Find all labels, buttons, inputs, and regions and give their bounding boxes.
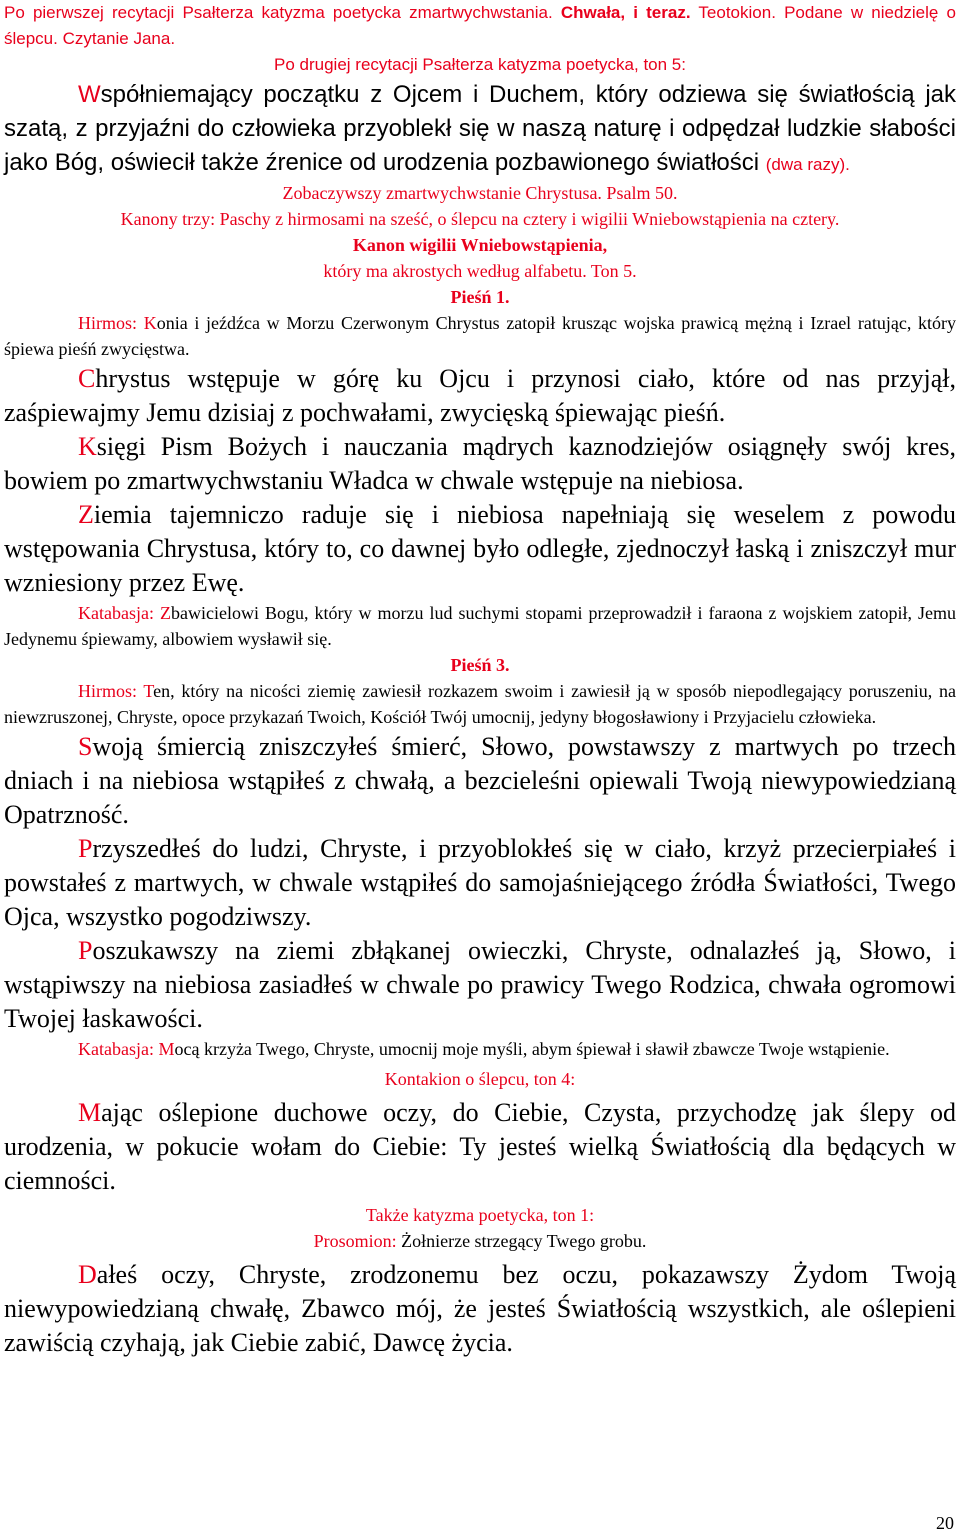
ode1-irmos bbox=[4, 310, 956, 362]
troparion-text: oszukawszy na ziemi zbłąkanej owieczki, Chryste, odnalazłeś ją, Słowo, i wstąpiwszy na niebiosa zasiadłeś w chwale po prawicy Twego Rodzica, chwała ogromowi Twojej łaskawości. bbox=[4, 936, 956, 1033]
rubric-text: Teotokion. Podane w niedzielę o ślepcu. Czytanie Jana. bbox=[4, 3, 956, 48]
ode3-katavasia bbox=[4, 1036, 956, 1062]
irmos-label: Hirmos: bbox=[78, 681, 144, 701]
body-text: ałeś oczy, Chryste, zrodzonemu bez oczu, pokazawszy Żydom Twoją niewypowiedzianą chwałę, Zbawco mój, że jesteś Światłością wszystkich, ale oślepieni zawiścią czyhają, jak Ciebie zabić, Dawcę życia. bbox=[4, 1260, 956, 1357]
initial-letter: P bbox=[78, 834, 93, 863]
body-text: spółniemający początku z Ojcem i Duchem, który odziewa się światłością jak szatą, z przyjaźni do człowieka przyoblekł się w naszą naturę i odpędzał ludzkie słabości jako Bóg, oświecił także źrenice od urodzenia pozbawionego światłości bbox=[4, 81, 956, 176]
initial-letter: D bbox=[78, 1260, 97, 1289]
rubric-psalm: Zobaczywszy zmartwychwstanie Chrystusa. Psalm 50. bbox=[282, 183, 678, 203]
kontakion-heading: Kontakion o ślepcu, ton 4: bbox=[384, 1069, 576, 1089]
katavasia-label: Katabasja: bbox=[78, 603, 160, 623]
katavasia-text: ocą krzyża Twego, Chryste, umocnij moje myśli, abym śpiewał i sławił zbawcze Twoje wstąpienie. bbox=[174, 1039, 890, 1059]
initial-letter: K bbox=[143, 313, 157, 333]
initial-letter: Z bbox=[78, 500, 94, 529]
initial-letter: W bbox=[78, 81, 101, 108]
ode3-troparion-3 bbox=[4, 934, 956, 1036]
sedalen2-text bbox=[4, 1258, 956, 1360]
canon-title: Kanon wigilii Wniebowstąpienia, bbox=[352, 235, 608, 255]
initial-letter: C bbox=[78, 364, 96, 393]
initial-letter: M bbox=[158, 1039, 175, 1059]
rubric-text: Po pierwszej recytacji Psałterza katyzma poetycka zmartwychwstania. bbox=[4, 3, 553, 22]
kontakion-text bbox=[4, 1096, 956, 1198]
prosomion-text: Żołnierze strzegący Twego grobu. bbox=[401, 1231, 647, 1251]
irmos-text: onia i jeźdźca w Morzu Czerwonym Chrystus zatopił krusząc wojska prawicą mężną i Izrael ratując, który śpiewa pieśń zwycięstwa. bbox=[4, 313, 956, 359]
ode1-troparion-1 bbox=[4, 362, 956, 430]
prosomion-label: Prosomion: bbox=[313, 1231, 402, 1251]
twice-note: (dwa razy). bbox=[765, 155, 850, 174]
troparion-text: hrystus wstępuje w górę ku Ojcu i przynosi ciało, które od nas przyjął, zaśpiewajmy Jemu dzisiaj z pochwałami, zwycięską śpiewając pieśń. bbox=[4, 364, 956, 427]
ode1-title: Pieśń 1. bbox=[450, 287, 510, 307]
canon-subtitle: który ma akrostych według alfabetu. Ton 5. bbox=[323, 261, 637, 281]
katavasia-label: Katabasja: bbox=[78, 1039, 159, 1059]
initial-letter: Z bbox=[159, 603, 171, 623]
page-number: 20 bbox=[936, 1513, 954, 1533]
ode3-title: Pieśń 3. bbox=[450, 655, 510, 675]
irmos-text: en, który na nicości ziemię zawiesił rozkazem swoim i zawiesił ją w sposób niepodlegający poruszeniu, na niewzruszonej, Chryste, opoce przykazań Twoich, Kościół Twój umocnij, jedyny błogosławiony i Przyjacielu człowieka. bbox=[4, 681, 956, 727]
prosomion bbox=[4, 1228, 956, 1254]
ode1-katavasia bbox=[4, 600, 956, 652]
ode3-irmos bbox=[4, 678, 956, 730]
katavasia-text: bawicielowi Bogu, który w morzu lud suchymi stopami przeprowadził i faraona z wojskiem zatopił, Jemu Jedynemu śpiewamy, albowiem wysławił się. bbox=[4, 603, 956, 649]
initial-letter: M bbox=[78, 1098, 102, 1127]
document-page bbox=[4, 0, 956, 1360]
troparion-text: woją śmiercią zniszczyłeś śmierć, Słowo, powstawszy z martwych po trzech dniach i na niebiosa wstąpiłeś z chwałą, a bezcieleśni opiewali Twoją niewypowiedzianą Opatrzność. bbox=[4, 732, 956, 829]
initial-letter: S bbox=[78, 732, 93, 761]
initial-letter: P bbox=[78, 936, 93, 965]
ode1-troparion-3 bbox=[4, 498, 956, 600]
body-text: ając oślepione duchowe oczy, do Ciebie, Czysta, przychodzę jak ślepy od urodzenia, w pokucie wołam do Ciebie: Ty jesteś wielką Światłością dla będących w ciemności. bbox=[4, 1098, 956, 1195]
troparion-text: iemia tajemniczo raduje się i niebiosa napełniają się weselem z powodu wstępowania Chrystusa, który to, co dawnej było odległe, zjednoczył łaską i zniszczył mur wzniesiony przez Ewę. bbox=[4, 500, 956, 597]
sedalen-heading: Po drugiej recytacji Psałterza katyzma poetycka, ton 5: bbox=[274, 55, 686, 74]
sedalen2-heading: Także katyzma poetycka, ton 1: bbox=[365, 1205, 595, 1225]
ode3-troparion-1 bbox=[4, 730, 956, 832]
troparion-text: sięgi Pism Bożych i nauczania mądrych kaznodziejów osiągnęły swój kres, bowiem po zmartwychwstaniu Władca w chwale wstępuje na niebiosa. bbox=[4, 432, 956, 495]
initial-letter: T bbox=[143, 681, 154, 701]
troparion-text: rzyszedłeś do ludzi, Chryste, i przyoblokłeś się w ciało, krzyż przecierpiałeś i powstałeś z martwych, w chwale wstąpiłeś do samojaśniejącego źródła Światłości, Twego Ojca, wszystko pogodziwszy. bbox=[4, 834, 956, 931]
sedalen-text bbox=[4, 78, 956, 180]
rubric-canons: Kanony trzy: Paschy z hirmosami na sześć, o ślepcu na cztery i wigilii Wniebowstąpienia na cztery. bbox=[120, 209, 840, 229]
ode1-troparion-2 bbox=[4, 430, 956, 498]
irmos-label: Hirmos: bbox=[78, 313, 144, 333]
opening-rubric bbox=[4, 0, 956, 52]
ode3-troparion-2 bbox=[4, 832, 956, 934]
rubric-bold: Chwała, i teraz. bbox=[560, 3, 691, 22]
initial-letter: K bbox=[78, 432, 97, 461]
